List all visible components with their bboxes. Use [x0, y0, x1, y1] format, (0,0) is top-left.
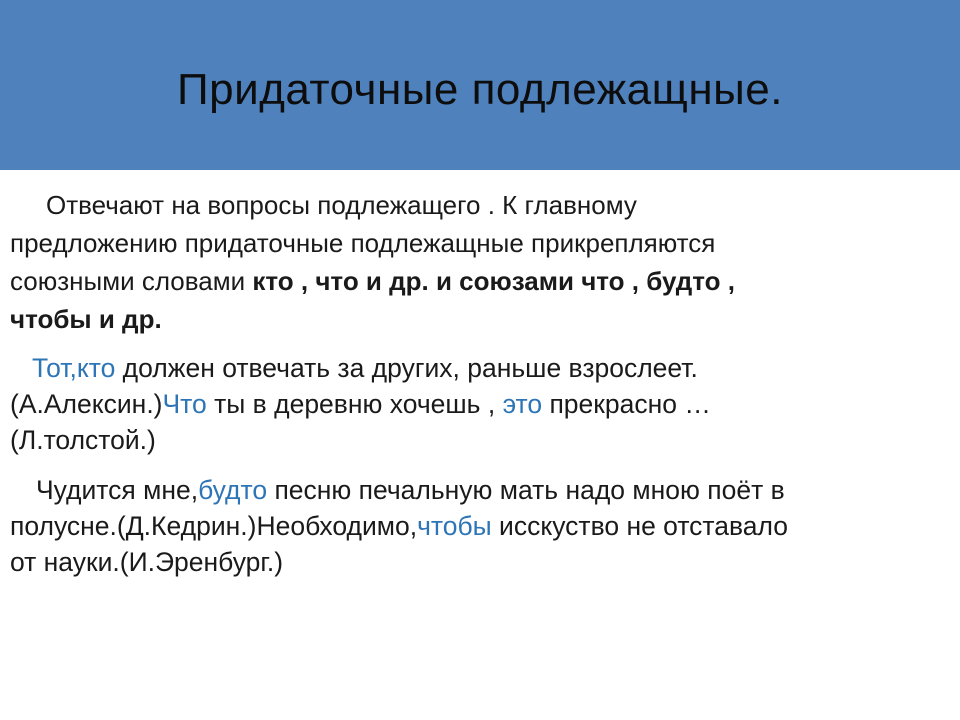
highlight-eto: это: [502, 389, 543, 419]
definition-line-1: Отвечают на вопросы подлежащего . К главному: [46, 190, 637, 220]
example-2-text: ты в деревню хочешь ,: [206, 389, 503, 419]
example-3-text: песню печальную мать надо мною поёт в: [267, 475, 785, 505]
example-4-source: от науки.(И.Эренбург.): [10, 547, 284, 577]
highlight-tot-kto: Тот,кто: [32, 353, 116, 383]
example-2-source: (Л.толстой.): [10, 425, 156, 455]
definition-paragraph: [10, 186, 950, 338]
definition-line-3-plain: союзными словами: [10, 266, 253, 296]
definition-line-3-bold: кто , что и др. и союзами что , будто ,: [252, 266, 735, 296]
example-paragraph-2: [10, 472, 950, 580]
example-1-text: должен отвечать за других, раньше взрослеет.: [115, 353, 698, 383]
highlight-chtoby: чтобы: [417, 511, 492, 541]
example-3-source: полусне.(Д.Кедрин.)Необходимо,: [10, 511, 418, 541]
definition-line-2: предложению придаточные подлежащные прикрепляются: [10, 228, 716, 258]
example-1-source: (А.Алексин.): [10, 389, 163, 419]
highlight-budto: будто: [198, 475, 268, 505]
example-4-text: исскуство не отставало: [491, 511, 789, 541]
highlight-chto: Что: [162, 389, 207, 419]
slide-title: Придаточные подлежащные.: [177, 65, 783, 114]
slide-body: [10, 186, 950, 580]
example-2-text-end: прекрасно …: [542, 389, 711, 419]
example-3-start: Чудится мне,: [36, 475, 199, 505]
definition-line-4-bold: чтобы и др.: [10, 304, 162, 334]
example-paragraph-1: [10, 350, 950, 458]
